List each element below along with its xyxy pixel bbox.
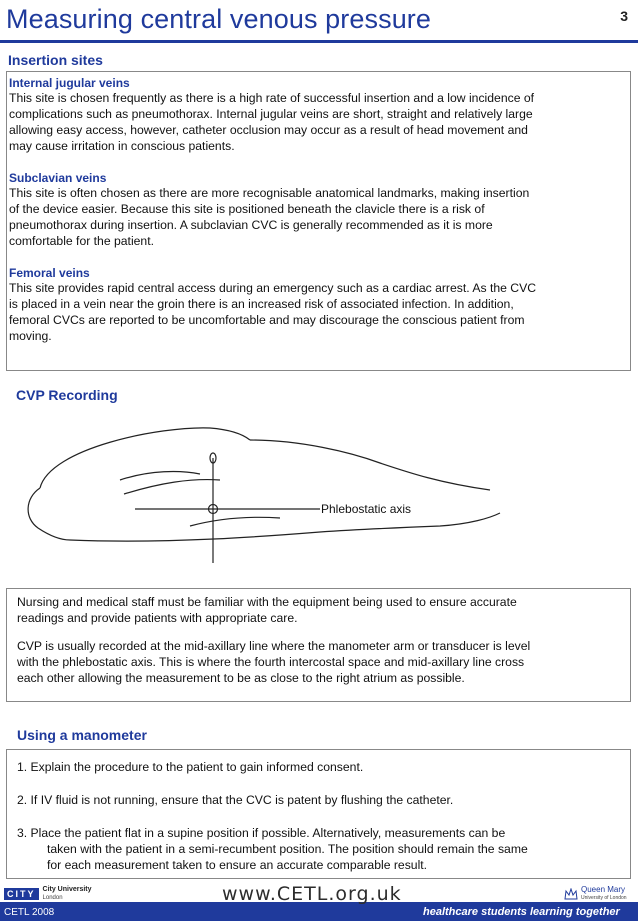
site-line: complications such as pneumothorax. Internal jugular veins are short, straight and relatively large <box>9 107 533 121</box>
shoulder-line <box>124 480 220 494</box>
step-line: 3. Place the patient flat in a supine position if possible. Alternatively, measurements can be <box>17 826 506 840</box>
neck-line <box>120 472 200 480</box>
page-number: 3 <box>620 8 628 24</box>
city-logo-text: City University <box>42 886 92 893</box>
phlebostatic-axis-figure <box>20 418 620 578</box>
manometer-steps <box>17 759 625 873</box>
site-line: This site is often chosen as there are more recognisable anatomical landmarks, making insertion <box>9 186 530 200</box>
cvp-line: with the phlebostatic axis. This is where the fourth intercostal space and mid-axillary line cross <box>17 655 525 669</box>
site-line: femoral CVCs are reported to be uncomfortable and may discourage the conscious patient from <box>9 313 525 327</box>
step-line: taken with the patient in a semi-recumbent position. The position should remain the same <box>47 842 528 856</box>
city-university-logo <box>4 886 92 902</box>
site-line: This site is chosen frequently as there is a high rate of successful insertion and a low incidence of <box>9 91 535 105</box>
torso-bottom <box>70 513 500 541</box>
site-internal-jugular <box>9 76 629 154</box>
footer-copyright: CETL 2008 <box>4 907 55 918</box>
site-line: moving. <box>9 329 52 343</box>
site-line: is placed in a vein near the groin there is an increased risk of associated infection. In addition, <box>9 297 514 311</box>
site-heading: Internal jugular veins <box>9 76 130 90</box>
site-line: of the device easier. Because this site is positioned beneath the clavicle there is a risk of <box>9 202 485 216</box>
cvp-line: each other allowing the measurement to be as close to the right atrium as possible. <box>17 671 465 685</box>
qm-logo-text: Queen Mary <box>581 885 626 894</box>
cvp-line: Nursing and medical staff must be familiar with the equipment being used to ensure accurate <box>17 595 517 609</box>
cvp-heading: CVP Recording <box>16 387 118 403</box>
site-line: This site provides rapid central access during an emergency such as a cardiac arrest. As the CVC <box>9 281 537 295</box>
city-logo-sub: London <box>42 895 63 901</box>
footer-url[interactable]: www.CETL.org.uk <box>222 883 402 905</box>
title-rule <box>0 40 638 43</box>
step-1: 1. Explain the procedure to the patient to gain informed consent. <box>17 760 364 774</box>
torso-top <box>250 440 490 490</box>
site-heading: Subclavian veins <box>9 171 107 185</box>
cvp-line: CVP is usually recorded at the mid-axillary line where the manometer arm or transducer is level <box>17 639 531 653</box>
head-outline <box>40 428 250 488</box>
insertion-sites-content <box>9 76 629 344</box>
queen-mary-logo <box>564 886 627 902</box>
footer-tagline: healthcare students learning together <box>423 906 620 918</box>
page-title: Measuring central venous pressure <box>6 4 432 34</box>
arm-line <box>190 517 280 526</box>
site-heading: Femoral veins <box>9 266 90 280</box>
insertion-sites-heading: Insertion sites <box>8 52 103 68</box>
site-femoral <box>9 266 629 344</box>
site-line: pneumothorax during insertion. A subclavian CVC is generally recommended as it is more <box>9 218 493 232</box>
city-mark: CITY <box>4 888 39 900</box>
site-line: allowing easy access, however, catheter occlusion may occur as a result of head movement and <box>9 123 528 137</box>
step-2: 2. If IV fluid is not running, ensure that the CVC is patent by flushing the catheter. <box>17 793 454 807</box>
manometer-heading: Using a manometer <box>17 727 147 743</box>
step-3 <box>17 825 625 873</box>
step-line: for each measurement taken to ensure an accurate comparable result. <box>47 858 428 872</box>
cvp-info-content <box>17 594 625 686</box>
cvp-line: readings and provide patients with appropriate care. <box>17 611 298 625</box>
crest-icon <box>564 888 578 900</box>
qm-logo-sub: University of London <box>581 895 627 901</box>
site-subclavian <box>9 171 629 249</box>
site-line: may cause irritation in conscious patients. <box>9 139 235 153</box>
face-outline <box>28 488 70 540</box>
site-line: comfortable for the patient. <box>9 234 154 248</box>
figure-label: Phlebostatic axis <box>321 502 412 516</box>
